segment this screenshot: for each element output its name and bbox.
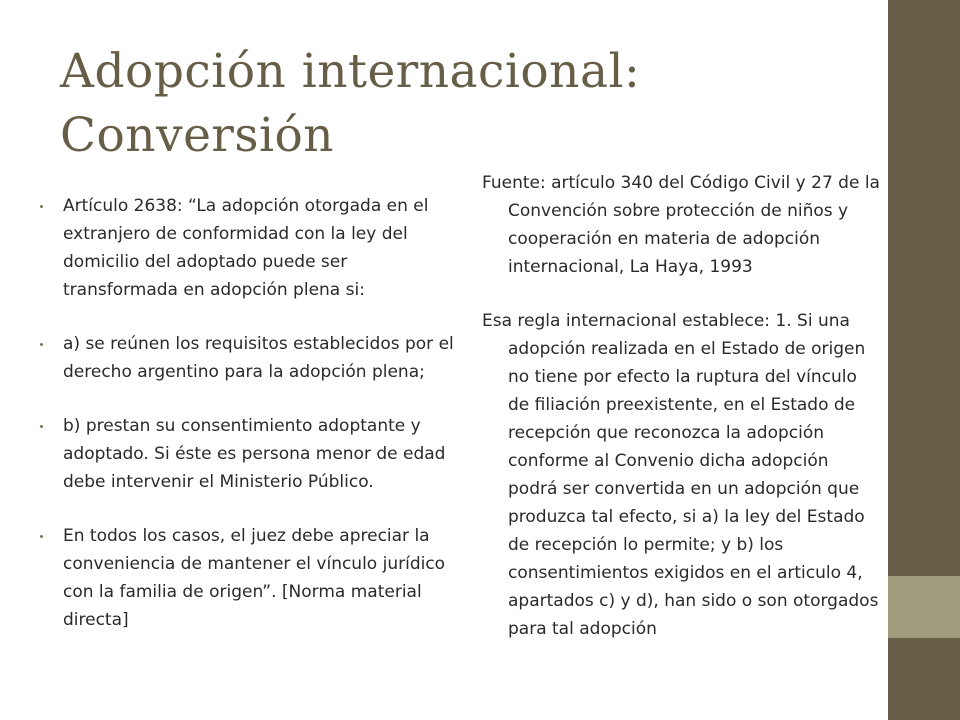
source-paragraph: Fuente: artículo 340 del Código Civil y 27 de la Convención sobre protección de niños y cooperación en materia de adopción internacional, La Haya, 1993 [482, 173, 880, 277]
bullet-text: En todos los casos, el juez debe apreciar la conveniencia de mantener el vínculo jurídico con la familia de origen”. [Norma material directa] [63, 526, 446, 630]
right-column [482, 169, 882, 669]
sidebar-accent-middle [888, 576, 960, 638]
slide-title-line-2: Conversión [60, 108, 335, 163]
bullet-dot-icon [40, 205, 43, 208]
bullet-text: b) prestan su consentimiento adoptante y adoptado. Si éste es persona menor de edad debe intervenir el Ministerio Público. [63, 416, 446, 492]
bullet-text: a) se reúnen los requisitos establecidos por el derecho argentino para la adopción plena; [63, 334, 454, 382]
bullet-item [40, 522, 465, 634]
bullet-dot-icon [40, 535, 43, 538]
sidebar-accent-top [888, 0, 960, 576]
bullet-item [40, 330, 465, 386]
rule-paragraph: Esa regla internacional establece: 1. Si una adopción realizada en el Estado de origen no tiene por efecto la ruptura del vínculo de filiación preexistente, en el Estado de recepción que reconozca la adopción conforme al Convenio dicha adopción podrá ser convertida en un adopción que produzca tal efecto, si a) la ley del Estado de recepción lo permite; y b) los consentimientos exigidos en el articulo 4, apartados c) y d), han sido o son otorgados para tal adopción [482, 311, 879, 639]
bullet-item [40, 192, 465, 304]
slide-title [60, 40, 700, 168]
bullet-text: Artículo 2638: “La adopción otorgada en el extranjero de conformidad con la ley del domicilio del adoptado puede ser transformada en adopción plena si: [63, 196, 429, 300]
bullet-dot-icon [40, 425, 43, 428]
slide-title-line-1: Adopción internacional: [60, 44, 641, 99]
left-column [40, 192, 465, 660]
sidebar-accent-bottom [888, 638, 960, 720]
bullet-dot-icon [40, 343, 43, 346]
bullet-item [40, 412, 465, 496]
